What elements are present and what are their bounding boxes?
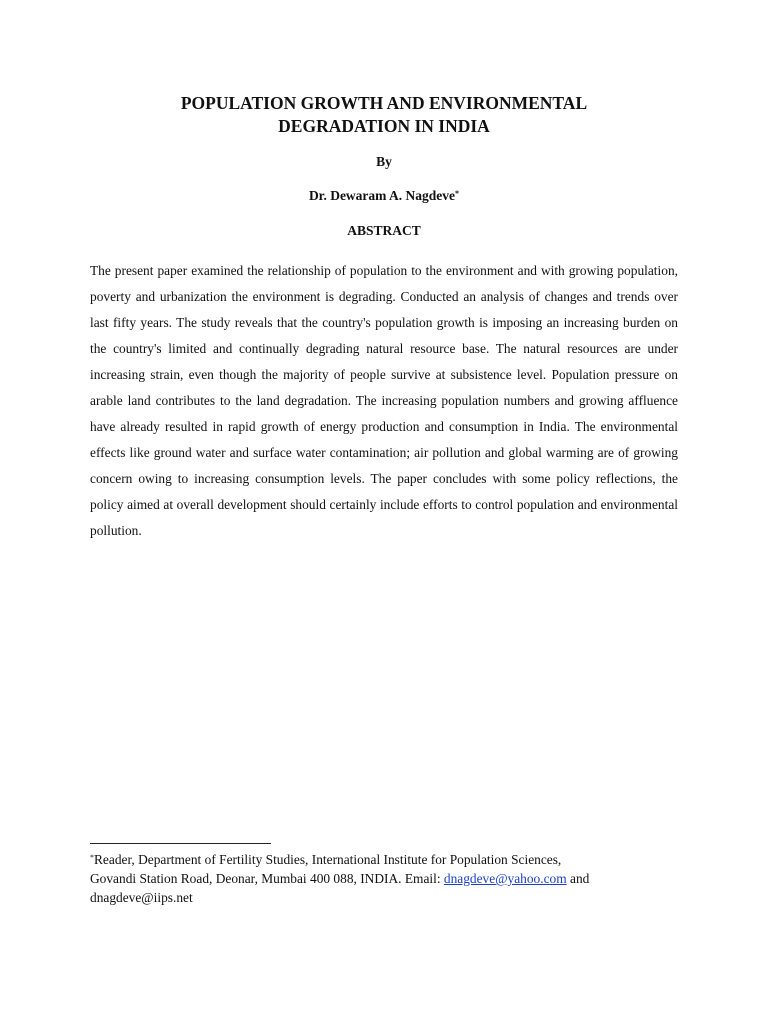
abstract-heading: ABSTRACT	[347, 223, 421, 238]
email-link[interactable]: dnagdeve@yahoo.com	[443, 871, 567, 886]
footnote-line-2-prefix: Govandi Station Road, Deonar, Mumbai 400 088, INDIA. Email:	[90, 871, 444, 886]
by-line: By	[376, 154, 392, 169]
abstract-body: The present paper examined the relationship of population to the environment and with growing population, poverty and urbanization the environment is degrading. Conducted an analysis of changes and trends over last fifty years. The study reveals that the country's population growth is imposing an increasing burden on the country's limited and continually degrading natural resource base. The natural resources are under increasing strain, even though the majority of people survive at subsistence level. Population pressure on arable land contributes to the land degradation. The increasing population numbers and growing affluence have already resulted in rapid growth of energy production and consumption in India. The environmental effects like ground water and surface water contamination; air pollution and global warming are of growing concern owing to increasing consumption levels. The paper concludes with some policy reflections, the policy aimed at overall development should certainly include efforts to control population and environmental pollution.	[90, 263, 678, 538]
footnote-marker: *	[90, 853, 94, 862]
title-line-1: POPULATION GROWTH AND ENVIRONMENTAL	[180, 93, 588, 113]
title-line-2: DEGRADATION IN INDIA	[278, 116, 490, 136]
author-name	[90, 187, 678, 205]
footnote-line-3: dnagdeve@iips.net	[90, 890, 193, 905]
footnote-divider	[90, 843, 271, 844]
paper-title	[90, 92, 678, 138]
author-name-text: Dr. Dewaram A. Nagdeve	[308, 188, 456, 203]
author-footnote-marker: *	[455, 189, 460, 198]
footnote-line-2-suffix: and	[566, 871, 590, 886]
footnote	[90, 850, 678, 907]
footnote-line-1: Reader, Department of Fertility Studies, International Institute for Population Sciences,	[94, 852, 562, 867]
